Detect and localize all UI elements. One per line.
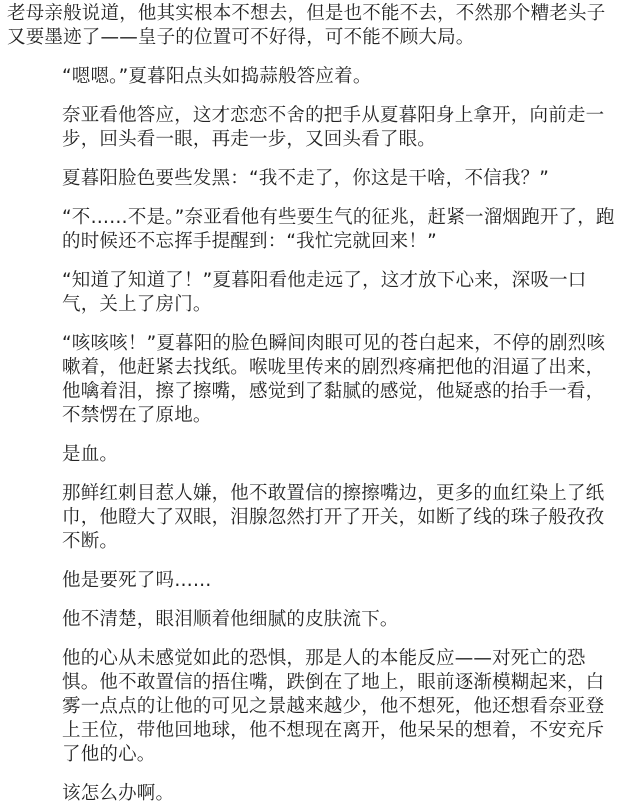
paragraph-5: “不……不是。”奈亚看他有些要生气的征兆，赶紧一溜烟跑开了，跑的时候还不忘挥手提醒到：“我忙完就回来！”: [62, 207, 615, 252]
paragraph-3: 奈亚看他答应，这才恋恋不舍的把手从夏暮阳身上拿开，向前走一步，回头看一眼，再走一步，又回头看了眼。: [62, 105, 605, 150]
paragraph-11: 他不清楚，眼泪顺着他细腻的皮肤流下。: [62, 609, 399, 630]
paragraph-10: 他是要死了吗……: [62, 570, 212, 591]
paragraph-4: 夏暮阳脸色要些发黑：“我不走了，你这是干啥，不信我？”: [62, 168, 550, 189]
paragraph-6: “知道了知道了！”夏暮阳看他走远了，这才放下心来，深吸一口气，关上了房门。: [62, 270, 587, 315]
paragraph-8: 是血。: [62, 444, 119, 465]
paragraph-2: “嗯嗯。”夏暮阳点头如捣蒜般答应着。: [62, 66, 372, 87]
paragraph-12: 他的心从未感觉如此的恐惧，那是人的本能反应——对死亡的恐惧。他不敢置信的捂住嘴，跌倒在了地上，眼前逐渐模糊起来，白雾一点点的让他的可见之景越来越少，他不想死，他还想看奈亚登上王位，带他回地球，他不想现在离开，他呆呆的想着，不安充斥了他的心。: [62, 648, 605, 765]
paragraph-9: 那鲜红刺目惹人嫌，他不敢置信的擦擦嘴边，更多的血红染上了纸巾，他瞪大了双眼，泪腺忽然打开了开关，如断了线的珠子般孜孜不断。: [62, 483, 605, 552]
paragraph-13: 该怎么办啊。: [62, 783, 175, 804]
paragraph-7: “咳咳咳！”夏暮阳的脸色瞬间肉眼可见的苍白起来，不停的剧烈咳嗽着，他赶紧去找纸。喉咙里传来的剧烈疼痛把他的泪逼了出来，他噙着泪，擦了擦嘴，感觉到了黏腻的感觉，他疑惑的抬手一看，不禁愣在了原地。: [62, 333, 606, 426]
paragraph-1: 老母亲般说道，他其实根本不想去，但是也不能不去，不然那个糟老头子又要墨迹了——皇子的位置可不好得，可不能不顾大局。: [7, 3, 606, 48]
